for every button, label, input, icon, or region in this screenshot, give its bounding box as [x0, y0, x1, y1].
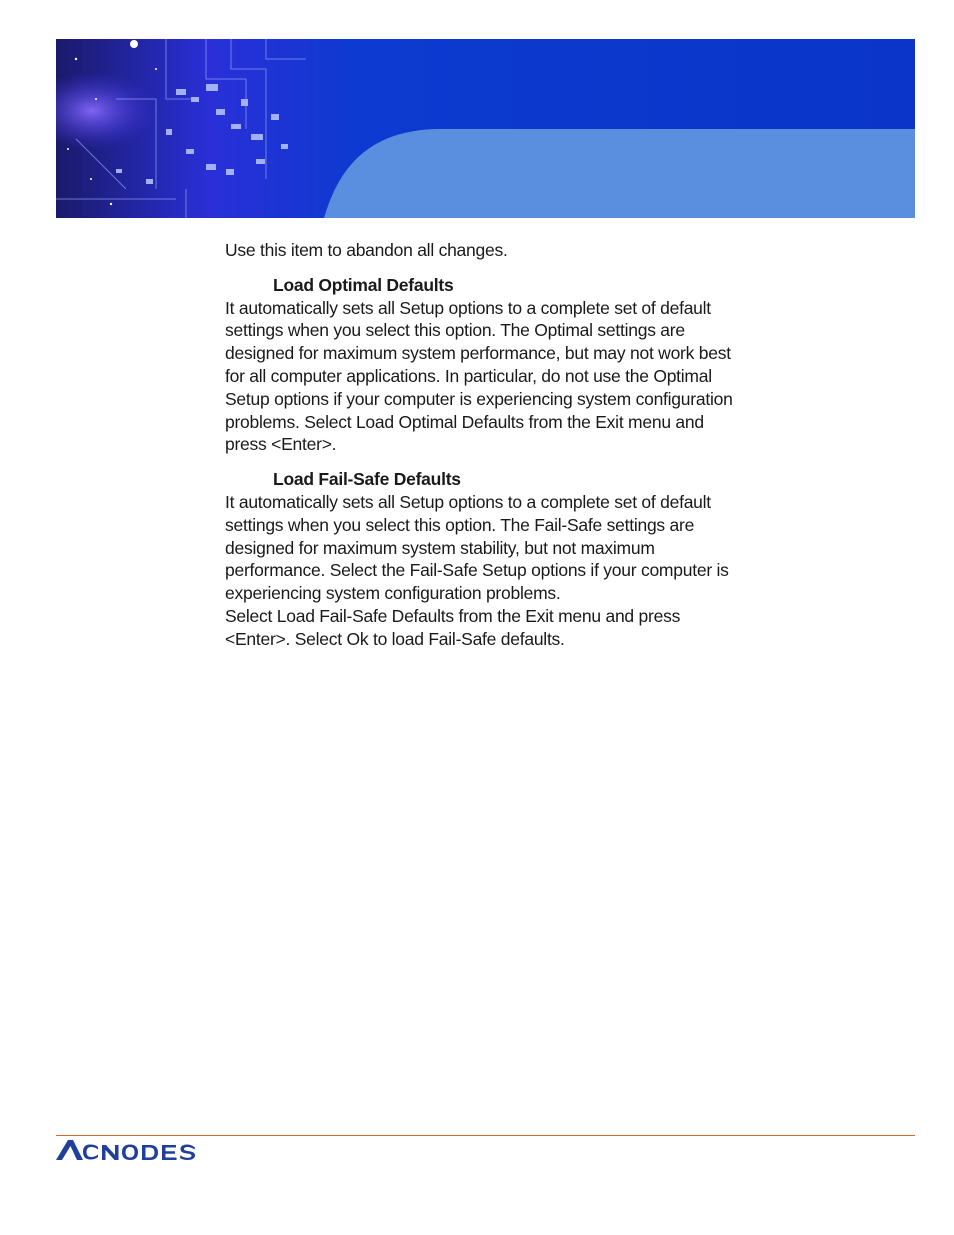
section-paragraph: It automatically sets all Setup options to a complete set of default settings when you select this option. The Optimal settings are designed for maximum system performance, but may not work best for all computer applications. In particular, do not use the Optimal Setup options if your computer is experiencing system configuration problems. Select Load Optimal Defaults from the Exit menu and press <Enter>. [225, 297, 733, 455]
section-heading: Load Optimal Defaults [273, 274, 454, 295]
acnodes-logo [56, 1138, 212, 1162]
footer-divider [56, 1135, 915, 1136]
header-banner [56, 39, 915, 218]
section-load-optimal-defaults [225, 274, 745, 456]
section-heading: Load Fail-Safe Defaults [273, 469, 461, 490]
document-body [225, 239, 745, 663]
section-load-fail-safe-defaults [225, 468, 745, 650]
logo-text [56, 1138, 212, 1162]
section-paragraph: It automatically sets all Setup options to a complete set of default settings when you select this option. The Fail-Safe settings are designed for maximum system stability, but not maximum performance. Select the Fail-Safe Setup options if your computer is experiencing system configuration problems. [225, 491, 729, 604]
intro-text: Use this item to abandon all changes. [225, 240, 508, 260]
circuit-board-banner-icon [56, 39, 915, 218]
section-paragraph: Select Load Fail-Safe Defaults from the Exit menu and press <Enter>. Select Ok to load Fail-Safe defaults. [225, 605, 681, 649]
